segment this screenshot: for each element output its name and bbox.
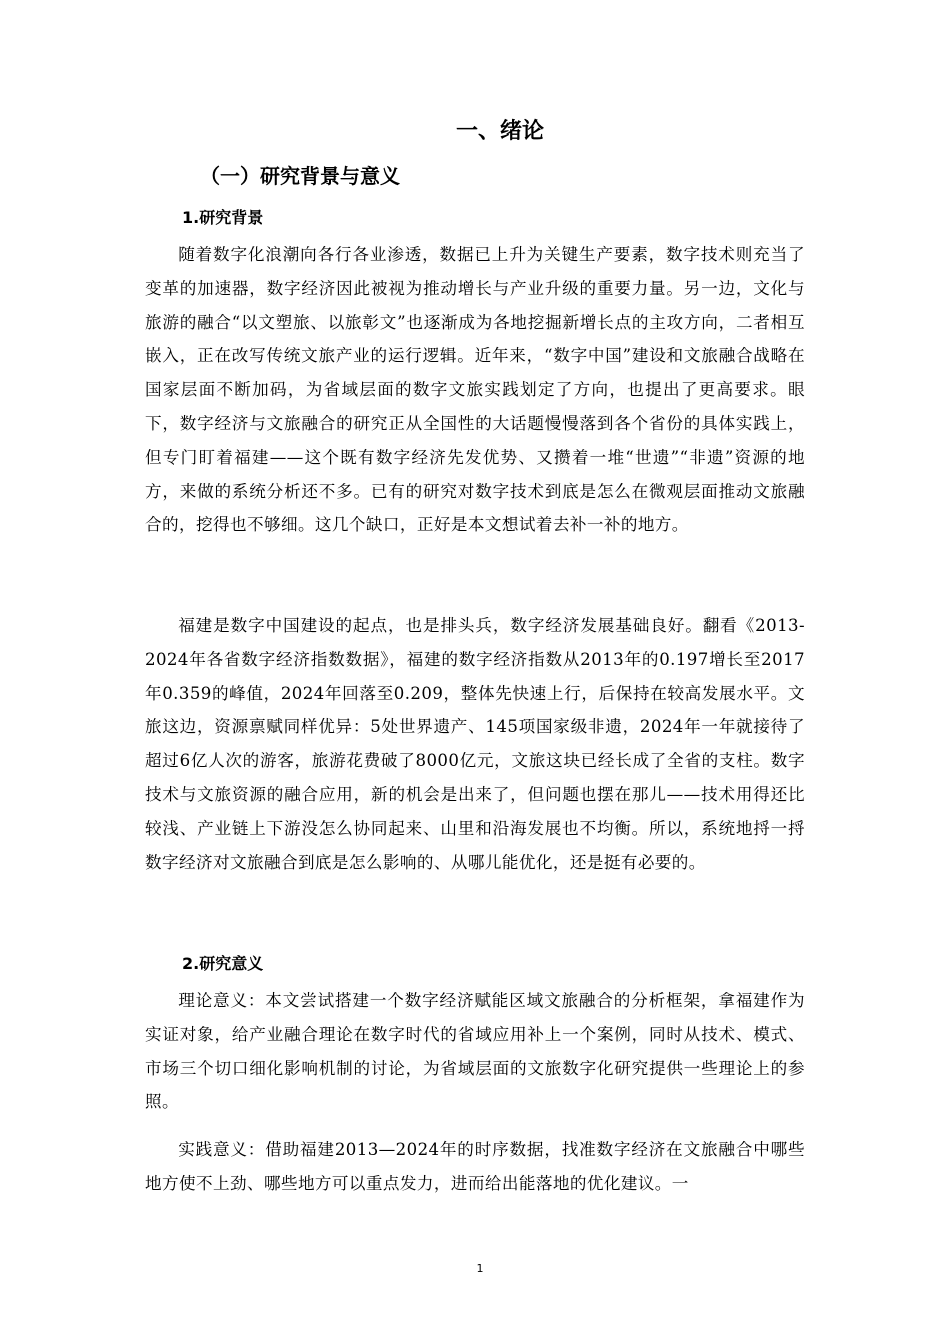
page-number: 1 — [476, 1262, 484, 1275]
body-paragraph: 随着数字化浪潮向各行各业渗透，数据已上升为关键生产要素，数字技术则充当了变革的加速器，数字经济因此被视为推动增长与产业升级的重要力量。另一边，文化与旅游的融合“以文塑旅、以旅彰文”也逐渐成为各地挖掘新增长点的主攻方向，二者相互嵌入，正在改写传统文旅产业的运行逻辑。近年来，“数字中国”建设和文旅融合战略在国家层面不断加码，为省域层面的数字文旅实践划定了方向，也提出了更高要求。眼下，数字经济与文旅融合的研究正从全国性的大话题慢慢落到各个省份的具体实践上，但专门盯着福建——这个既有数字经济先发优势、又攒着一堆“世遗”“非遗”资源的地方，来做的系统分析还不多。已有的研究对数字技术到底是怎么在微观层面推动文旅融合的，挖得也不够细。这几个缺口，正好是本文想试着去补一补的地方。 — [145, 245, 805, 535]
chapter-title: 一、绪论 — [455, 119, 544, 144]
subsection-heading-research-background: 1.研究背景 — [182, 208, 264, 227]
subsection-heading-research-significance: 2.研究意义 — [182, 954, 264, 973]
body-paragraph: 福建是数字中国建设的起点，也是排头兵，数字经济发展基础良好。翻看《2013-2024年各省数字经济指数数据》，福建的数字经济指数从2013年的0.197增长至2017年0.359的峰值，2024年回落至0.209，整体先快速上行，后保持在较高发展水平。文旅这边，资源禀赋同样优异：5处世界遗产、145项国家级非遗，2024年一年就接待了超过6亿人次的游客，旅游花费破了8000亿元，文旅这块已经长成了全省的支柱。数字技术与文旅资源的融合应用，新的机会是出来了，但问题也摆在那儿——技术用得还比较浅、产业链上下游没怎么协同起来、山里和沿海发展也不均衡。所以，系统地捋一捋数字经济对文旅融合到底是怎么影响的、从哪儿能优化，还是挺有必要的。 — [145, 616, 805, 872]
section-title: （一）研究背景与意义 — [200, 164, 400, 188]
body-paragraph: 理论意义：本文尝试搭建一个数字经济赋能区域文旅融合的分析框架，拿福建作为实证对象，给产业融合理论在数字时代的省域应用补上一个案例，同时从技术、模式、市场三个切口细化影响机制的讨论，为省域层面的文旅数字化研究提供一些理论上的参照。 — [145, 991, 805, 1112]
body-paragraph: 实践意义：借助福建2013—2024年的时序数据，找准数字经济在文旅融合中哪些地方使不上劲、哪些地方可以重点发力，进而给出能落地的优化建议。一 — [145, 1140, 805, 1193]
